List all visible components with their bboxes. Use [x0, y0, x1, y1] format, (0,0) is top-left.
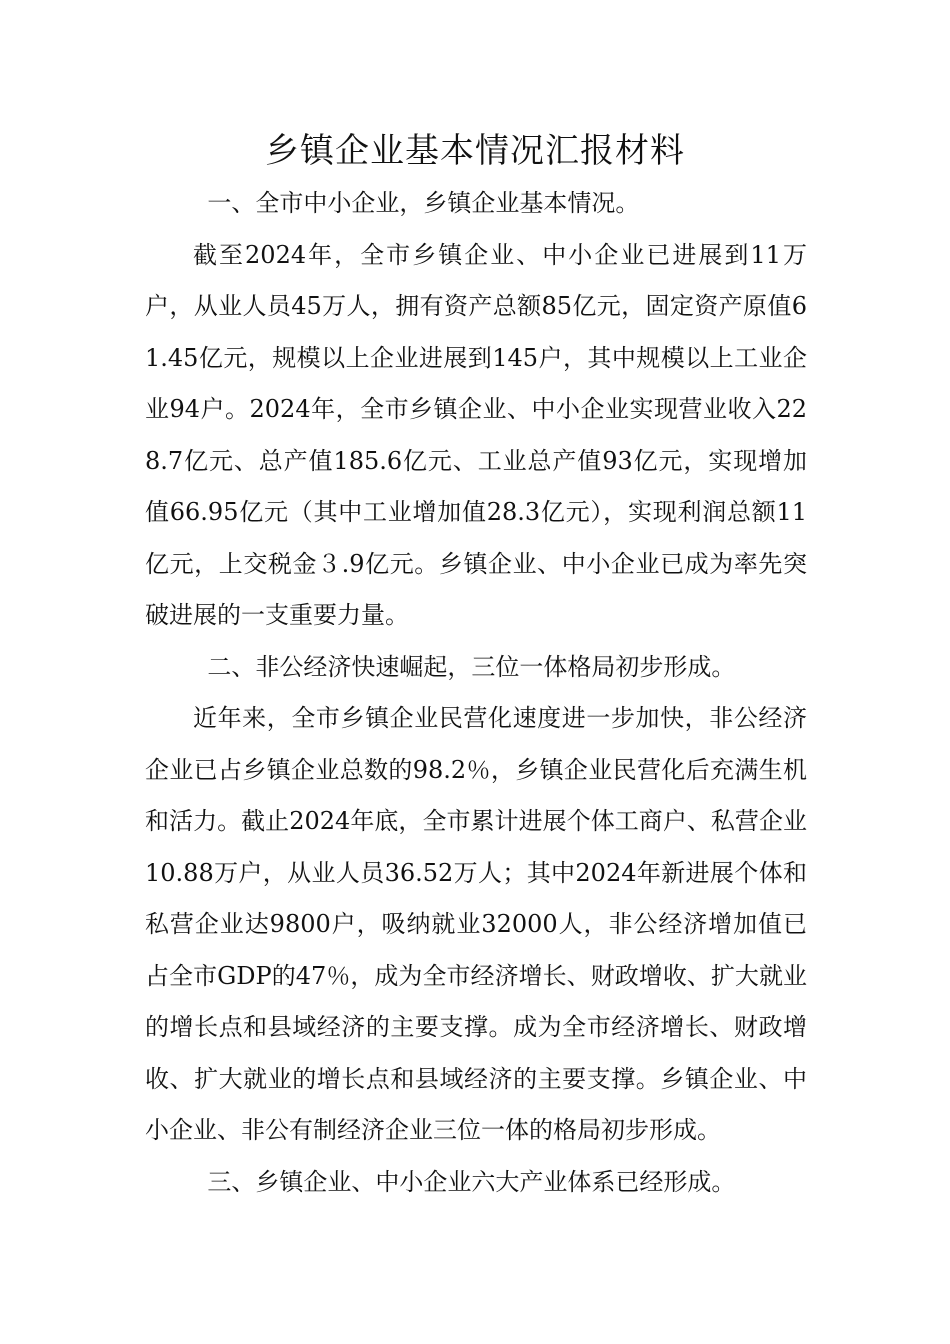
section-paragraph-1: 截至2024年，全市乡镇企业、中小企业已进展到11万户，从业人员45万人，拥有资产总额85亿元，固定资产原值61.45亿元，规模以上企业进展到145户，其中规模以上工业企业94户。2024年，全市乡镇企业、中小企业实现营业收入228.7亿元、总产值185.6亿元、工业总产值93亿元，实现增加值66.95亿元（其中工业增加值28.3亿元），实现利润总额11亿元，上交税金３.9亿元。乡镇企业、中小企业已成为率先突破进展的一支重要力量。	[145, 240, 807, 629]
document-body	[145, 178, 807, 1208]
section-heading-3: 三、乡镇企业、中小企业六大产业体系已经形成。	[207, 1167, 736, 1196]
section-heading-2: 二、非公经济快速崛起，三位一体格局初步形成。	[207, 652, 736, 681]
section-paragraph-2: 近年来，全市乡镇企业民营化速度进一步加快，非公经济企业已占乡镇企业总数的98.2％，乡镇企业民营化后充满生机和活力。截止2024年底，全市累计进展个体工商户、私营企业10.88万户，从业人员36.52万人；其中2024年新进展个体和私营企业达9800户，吸纳就业32000人，非公经济增加值已占全市GDP的47％，成为全市经济增长、财政增收、扩大就业的增长点和县域经济的主要支撑。成为全市经济增长、财政增收、扩大就业的增长点和县域经济的主要支撑。乡镇企业、中小企业、非公有制经济企业三位一体的格局初步形成。	[145, 704, 807, 1144]
document-title: 乡镇企业基本情况汇报材料	[265, 131, 685, 171]
section-heading-1: 一、全市中小企业，乡镇企业基本情况。	[207, 189, 640, 217]
